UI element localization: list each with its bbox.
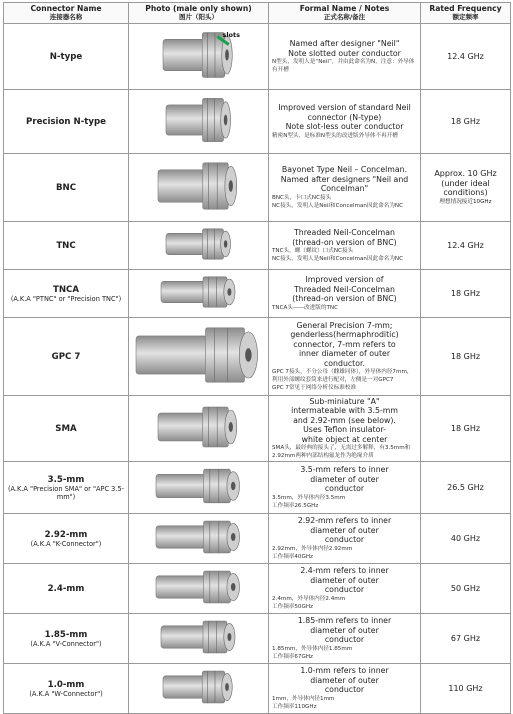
- connector-notes: [269, 318, 421, 396]
- table-row: [4, 90, 511, 154]
- frequency-value: 18 GHz: [450, 423, 481, 433]
- notes-chinese: TNC头，螺（螺纹）口式NC接头 NC接头，发明人是Neil和Concelman因此命名为NC: [272, 247, 404, 262]
- connector-notes: [269, 514, 421, 564]
- table-row: [4, 462, 511, 514]
- connector-image: [159, 617, 239, 661]
- frequency-value: 18 GHz: [450, 288, 481, 298]
- notes-chinese: 3.5mm，外导体内径3.5mm 工作频率26.5GHz: [272, 494, 346, 509]
- connector-table: [3, 2, 511, 714]
- connector-photo: [129, 564, 269, 614]
- connector-name: [4, 564, 129, 614]
- rated-frequency: [421, 318, 511, 396]
- notes-chinese: BNC头，卡口式NC接头 NC接头，发明人是Neil和Concelman因此命名为NC: [272, 194, 404, 209]
- connector-image: [156, 402, 241, 456]
- connector-aka: (A.K.A "W-Connector"): [29, 689, 103, 698]
- frequency-value: 67 GHz: [450, 633, 481, 643]
- connector-notes: [269, 90, 421, 154]
- notes-chinese: N型头，发明人是“Neil”，并由此命名为N，注意：外导体有开槽: [272, 58, 415, 73]
- connector-photo: [129, 664, 269, 714]
- notes-english: 2.92-mm refers to inner diameter of outer conductor: [297, 516, 392, 545]
- frequency-value: Approx. 10 GHz (under ideal conditions): [434, 169, 497, 198]
- connector-image: [164, 93, 234, 151]
- connector-image: [159, 273, 239, 315]
- connector-name-text: 2.4-mm: [47, 583, 85, 594]
- notes-english: Threaded Neil-Concelman (thread-on version of BNC): [292, 228, 397, 247]
- connector-notes: [269, 396, 421, 462]
- connector-name-text: 2.92-mm: [44, 529, 88, 540]
- table-row: [4, 564, 511, 614]
- connector-notes: [269, 664, 421, 714]
- connector-photo: [129, 514, 269, 564]
- connector-photo: [129, 462, 269, 514]
- connector-image: [164, 225, 234, 267]
- notes-english: General Precision 7-mm; genderless(hermaphroditic) connector, 7-mm refers to inner diameter of outer conductor.: [290, 320, 399, 368]
- rated-frequency: [421, 90, 511, 154]
- connector-notes: [269, 462, 421, 514]
- connector-notes: [269, 24, 421, 90]
- connector-name-text: BNC: [55, 182, 77, 193]
- connector-aka: (A.K.A "Precision SMA" or "APC 3.5-mm"): [7, 484, 125, 501]
- frequency-value: 18 GHz: [450, 116, 481, 126]
- table-row: [4, 222, 511, 270]
- header-photo: Photo (male only shown) 图片（阳头）: [129, 3, 269, 24]
- connector-image: [156, 157, 241, 219]
- notes-english: 1.85-mm refers to inner diameter of outer conductor: [297, 616, 392, 645]
- frequency-value: 50 GHz: [450, 583, 481, 593]
- notes-chinese: 1.85mm，外导体内径1.85mm 工作频率67GHz: [272, 645, 353, 660]
- connector-name-text: 1.85-mm: [44, 629, 88, 640]
- connector-photo: [129, 614, 269, 664]
- connector-photo: [129, 24, 269, 90]
- connector-name: [4, 664, 129, 714]
- connector-name: [4, 462, 129, 514]
- notes-chinese: GPC 7接头，不分公母（雌雄同体），外导体内径7mm，利用外部螺纹套筒来进行配对，左侧是一对GPC7 GPC 7常见于网络分析仪标准校准: [272, 369, 413, 392]
- rated-frequency: [421, 270, 511, 318]
- table-row: [4, 614, 511, 664]
- connector-image: [154, 567, 244, 611]
- rated-frequency: [421, 396, 511, 462]
- rated-frequency: [421, 614, 511, 664]
- table-row: [4, 664, 511, 714]
- notes-chinese: 2.92mm，外导体内径2.92mm 工作频率40GHz: [272, 545, 353, 560]
- table-row: [4, 318, 511, 396]
- notes-chinese: 1mm，外导体内径1mm 工作频率110GHz: [272, 695, 335, 710]
- frequency-chinese: 理想情况接近10GHz: [439, 198, 492, 205]
- connector-name-text: TNCA: [52, 284, 79, 295]
- connector-notes: [269, 222, 421, 270]
- connector-image: [154, 465, 244, 511]
- notes-english: 1.0-mm refers to inner diameter of outer conductor: [300, 666, 389, 695]
- connector-photo: [129, 270, 269, 318]
- frequency-value: 40 GHz: [450, 533, 481, 543]
- rated-frequency: [421, 222, 511, 270]
- connector-notes: [269, 564, 421, 614]
- connector-name-text: N-type: [49, 51, 83, 62]
- frequency-value: 18 GHz: [450, 351, 481, 361]
- connector-aka: (A.K.A "V-Connector"): [30, 639, 102, 648]
- rated-frequency: [421, 664, 511, 714]
- rated-frequency: [421, 564, 511, 614]
- connector-name-text: Precision N-type: [26, 116, 106, 127]
- rated-frequency: [421, 462, 511, 514]
- notes-english: 2.4-mm refers to inner diameter of outer conductor: [300, 566, 389, 595]
- table-row: [4, 270, 511, 318]
- connector-name: [4, 396, 129, 462]
- connector-name-text: 1.0-mm: [47, 679, 85, 690]
- notes-chinese: TNCA头——改进版的TNC: [272, 304, 338, 311]
- header-notes: Formal Name / Notes 正式名称/备注: [269, 3, 421, 24]
- connector-name: [4, 270, 129, 318]
- notes-chinese: 精密N型头，是标准N型头的改进版外导体不再开槽: [272, 132, 398, 139]
- notes-chinese: SMA头，最经典的接头了，无需过多解释，有3.5mm和2.92mm两种内部结构氟龙作为绝缘介质: [272, 445, 411, 460]
- notes-english: Bayonet Type Neil – Concelman. Named after designers "Neil and Concelman": [280, 165, 409, 194]
- frequency-value: 26.5 GHz: [447, 482, 484, 492]
- connector-photo: [129, 396, 269, 462]
- table-row: [4, 514, 511, 564]
- connector-photo: [129, 318, 269, 396]
- frequency-value: 110 GHz: [448, 683, 483, 693]
- connector-name-text: TNC: [56, 240, 76, 251]
- connector-photo: [129, 154, 269, 222]
- header-connector-name: Connector Name 连接器名称: [4, 3, 129, 24]
- frequency-value: 12.4 GHz: [447, 51, 484, 61]
- connector-notes: [269, 614, 421, 664]
- notes-english: Named after designer "Neil" Note slotted outer conductor: [288, 39, 401, 58]
- slots-callout: slots: [222, 30, 240, 39]
- notes-english: Improved version of Threaded Neil-Concelman (thread-on version of BNC): [292, 275, 397, 304]
- table-row: [4, 154, 511, 222]
- frequency-value: 12.4 GHz: [447, 240, 484, 250]
- connector-notes: [269, 154, 421, 222]
- table-header: [4, 3, 511, 24]
- notes-english: 3.5-mm refers to inner diameter of outer conductor: [300, 465, 389, 494]
- connector-image: [154, 517, 244, 561]
- connector-name-text: 3.5-mm: [47, 474, 85, 485]
- connector-aka: (A.K.A "PTNC" or "Precision TNC"): [10, 294, 122, 303]
- connector-name: [4, 614, 129, 664]
- table-row: [4, 396, 511, 462]
- connector-notes: [269, 270, 421, 318]
- connector-name: [4, 24, 129, 90]
- connector-image: [161, 27, 240, 87]
- connector-image: [134, 321, 264, 393]
- connector-photo: [129, 90, 269, 154]
- notes-english: Improved version of standard Neil connector (N-type) Note slot-less outer conductor: [278, 103, 411, 132]
- connector-name: [4, 514, 129, 564]
- connector-name-text: GPC 7: [51, 351, 81, 362]
- notes-chinese: 2.4mm，外导体内径2.4mm 工作频率50GHz: [272, 595, 346, 610]
- connector-name: [4, 318, 129, 396]
- connector-name-text: SMA: [55, 423, 77, 434]
- connector-aka: (A.K.A "K-Connector"): [30, 539, 102, 548]
- rated-frequency: [421, 154, 511, 222]
- rated-frequency: [421, 514, 511, 564]
- notes-english: Sub-miniature "A" intermateable with 3.5-mm and 2.92-mm (see below). Uses Teflon insulator- white object at center: [291, 397, 398, 444]
- header-frequency: Rated Frequency 额定频率: [421, 3, 511, 24]
- connector-name: [4, 222, 129, 270]
- connector-name: [4, 90, 129, 154]
- connector-name: [4, 154, 129, 222]
- connector-image: [161, 667, 236, 711]
- rated-frequency: [421, 24, 511, 90]
- table-row: [4, 24, 511, 90]
- connector-photo: [129, 222, 269, 270]
